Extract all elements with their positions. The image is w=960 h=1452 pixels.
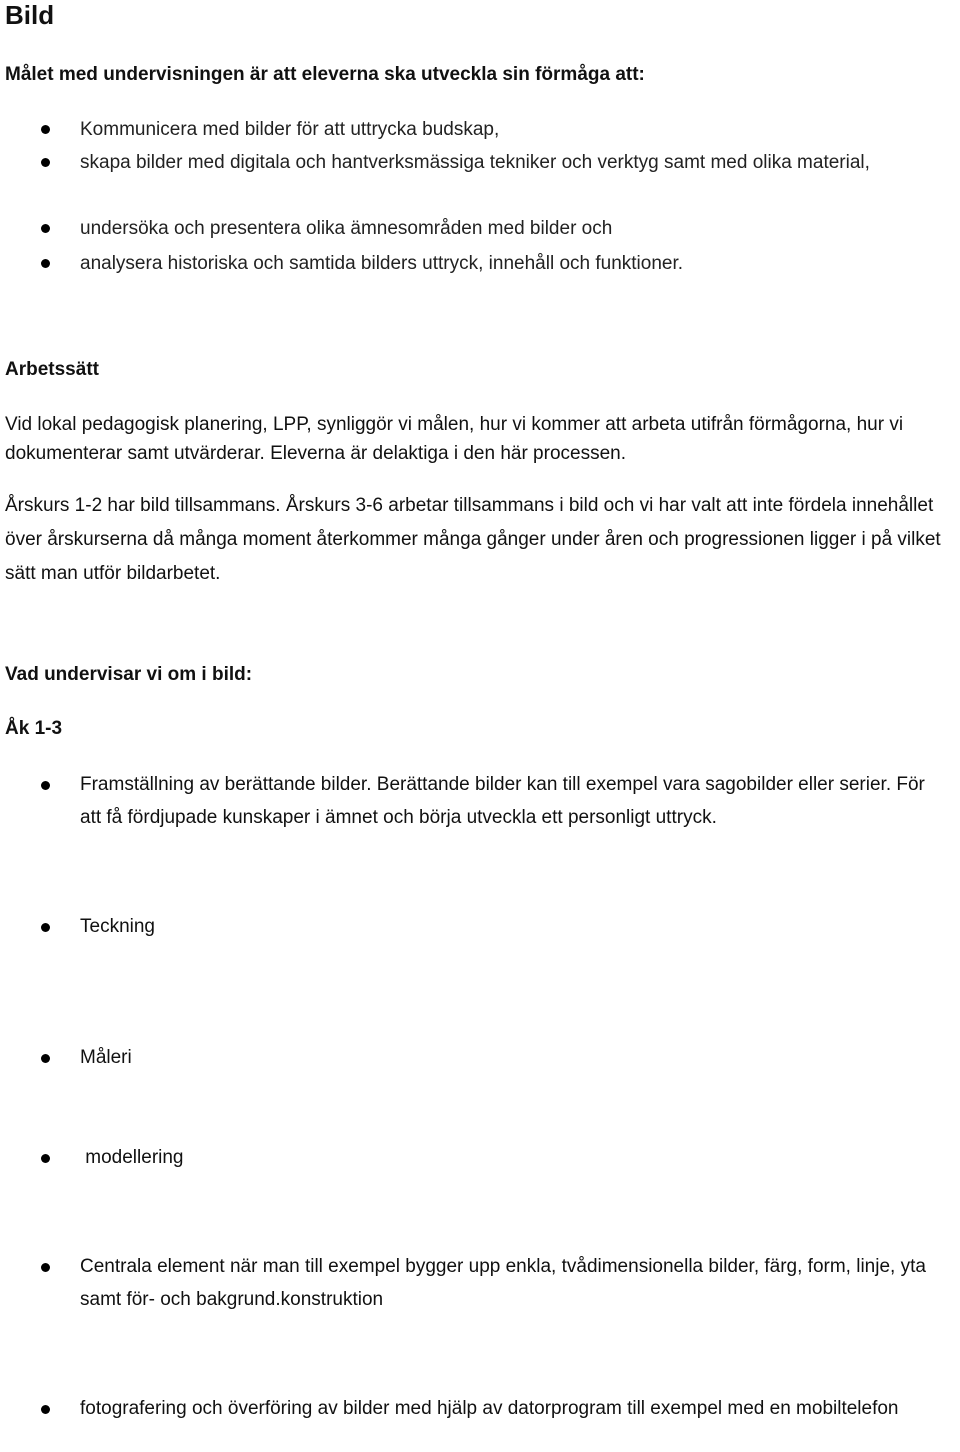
bullet-icon [41,125,50,134]
list-item-text: fotografering och överföring av bilder med hjälp av datorprogram till exempel med en mobiltelefon [80,1398,899,1419]
page-title: Bild [5,0,55,30]
bullet-icon [41,781,50,790]
bullet-icon [41,1405,50,1414]
bullet-icon [41,1154,50,1163]
bullet-icon [41,1054,50,1063]
list-item-text: analysera historiska och samtida bilders uttryck, innehåll och funktioner. [80,253,684,274]
list-item-text: modellering [80,1147,184,1168]
arbetssatt-paragraph-2: Årskurs 1-2 har bild tillsammans. Årskurs 3-6 arbetar tillsammans i bild och vi har valt att inte fördela innehållet över årskurserna då många moment återkommer många gånger under åren och progressionen ligger i på vilket sätt man utför bildarbetet. [5,495,941,584]
bullet-icon [41,923,50,932]
content-heading: Vad undervisar vi om i bild: [5,664,253,685]
list-item-text: Framställning av berättande bilder. Berättande bilder kan till exempel vara sagobilder eller serier. För att få fördjupade kunskaper i ämnet och börja utveckla ett personligt uttryck. [80,774,925,828]
bullet-icon [41,224,50,233]
bullet-icon [41,158,50,167]
arbetssatt-heading: Arbetssätt [5,359,99,380]
list-item-text: undersöka och presentera olika ämnesområden med bilder och [80,218,613,239]
list-item-text: Teckning [80,916,155,937]
list-item-text: Centrala element när man till exempel bygger upp enkla, tvådimensionella bilder, färg, form, linje, yta samt för- och bakgrund.konstruktion [80,1256,926,1310]
list-item-text: Måleri [80,1047,132,1068]
bullet-icon [41,1263,50,1272]
arbetssatt-paragraph-1: Vid lokal pedagogisk planering, LPP, synliggör vi målen, hur vi kommer att arbeta utifrån förmågorna, hur vi dokumenterar samt utvärderar. Eleverna är delaktiga i den här processen. [5,414,904,464]
list-item-text: skapa bilder med digitala och hantverksmässiga tekniker och verktyg samt med olika material, [80,152,870,173]
grade-heading: Åk 1-3 [5,718,63,739]
bullet-icon [41,259,50,268]
goal-heading: Målet med undervisningen är att eleverna ska utveckla sin förmåga att: [5,64,645,85]
list-item-text: Kommunicera med bilder för att uttrycka budskap, [80,119,500,140]
